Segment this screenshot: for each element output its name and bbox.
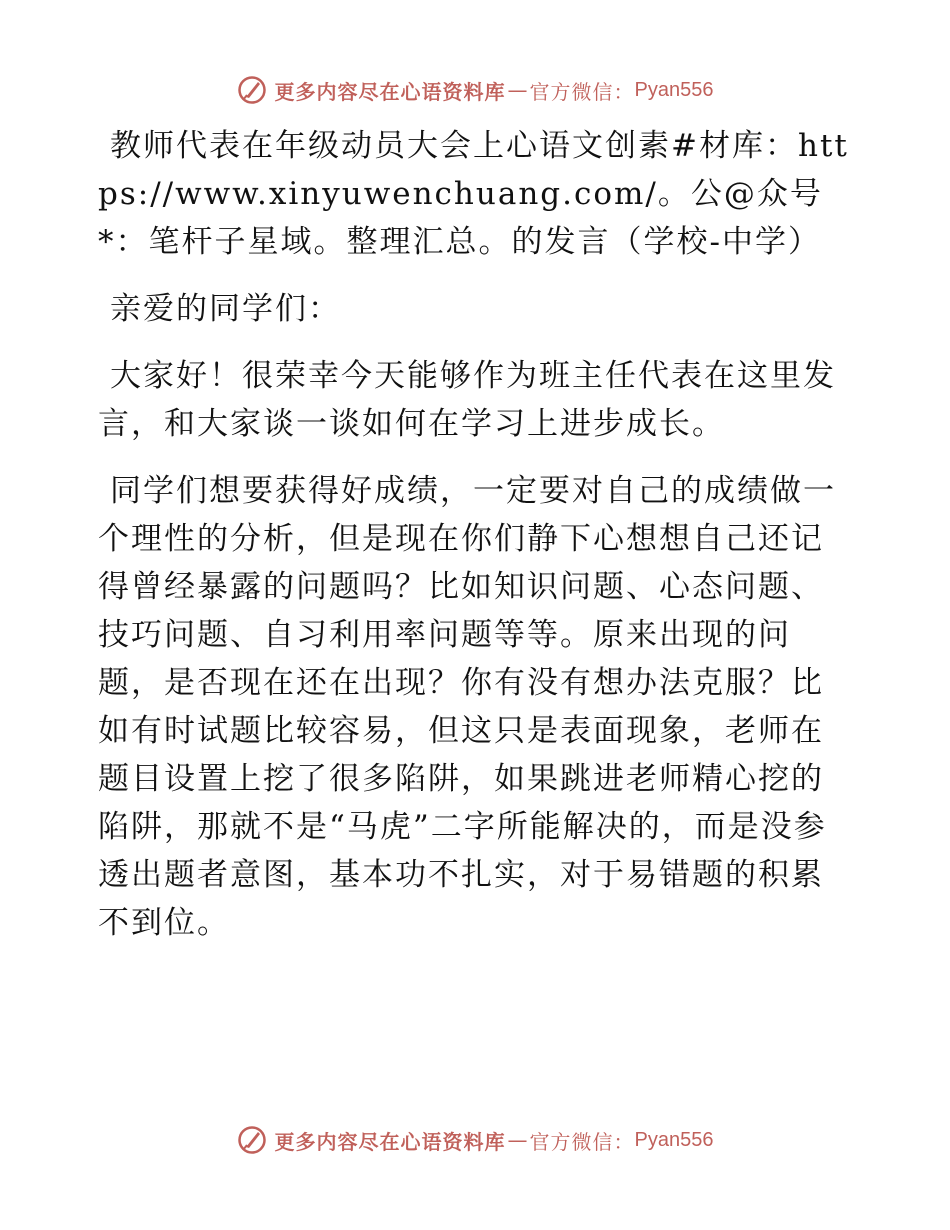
footer-banner bbox=[0, 1120, 950, 1160]
banner-wechat-id: Pyan556 bbox=[634, 78, 714, 101]
header-banner bbox=[0, 70, 950, 110]
banner-separator: — bbox=[507, 78, 528, 102]
banner-separator: — bbox=[507, 1128, 528, 1152]
banner-wechat-id: Pyan556 bbox=[634, 1128, 714, 1151]
banner-brand-text: 更多内容尽在心语资料库 bbox=[274, 79, 506, 104]
banner-wechat-label: 官方微信： bbox=[529, 1129, 635, 1154]
quill-pen-circle-icon bbox=[237, 75, 267, 105]
banner-brand-text: 更多内容尽在心语资料库 bbox=[274, 1129, 506, 1154]
greeting-paragraph: 大家好！很荣幸今天能够作为班主任代表在这里发言，和大家谈一谈如何在学习上进步成长。 bbox=[98, 358, 836, 442]
document-body bbox=[98, 122, 853, 966]
body-paragraph: 同学们想要获得好成绩，一定要对自己的成绩做一个理性的分析，但是现在你们静下心想想自己还记得曾经暴露的问题吗？比如知识问题、心态问题、技巧问题、自习利用率问题等等。原来出现的问题，是否现在还在出现？你有没有想办法克服？比如有时试题比较容易，但这只是表面现象，老师在题目设置上挖了很多陷阱，如果跳进老师精心挖的陷阱，那就不是“马虎”二字所能解决的，而是没参透出题者意图，基本功不扎实，对于易错题的积累不到位。 bbox=[98, 473, 836, 941]
quill-pen-circle-icon bbox=[237, 1125, 267, 1155]
banner-wechat-label: 官方微信： bbox=[529, 79, 635, 104]
document-title-paragraph: 教师代表在年级动员大会上心语文创素#材库：https://www.xinyuwenchuang.com/。公@众号*：笔杆子星域。整理汇总。的发言（学校-中学） bbox=[98, 128, 849, 260]
salutation-paragraph: 亲爱的同学们： bbox=[110, 291, 341, 327]
